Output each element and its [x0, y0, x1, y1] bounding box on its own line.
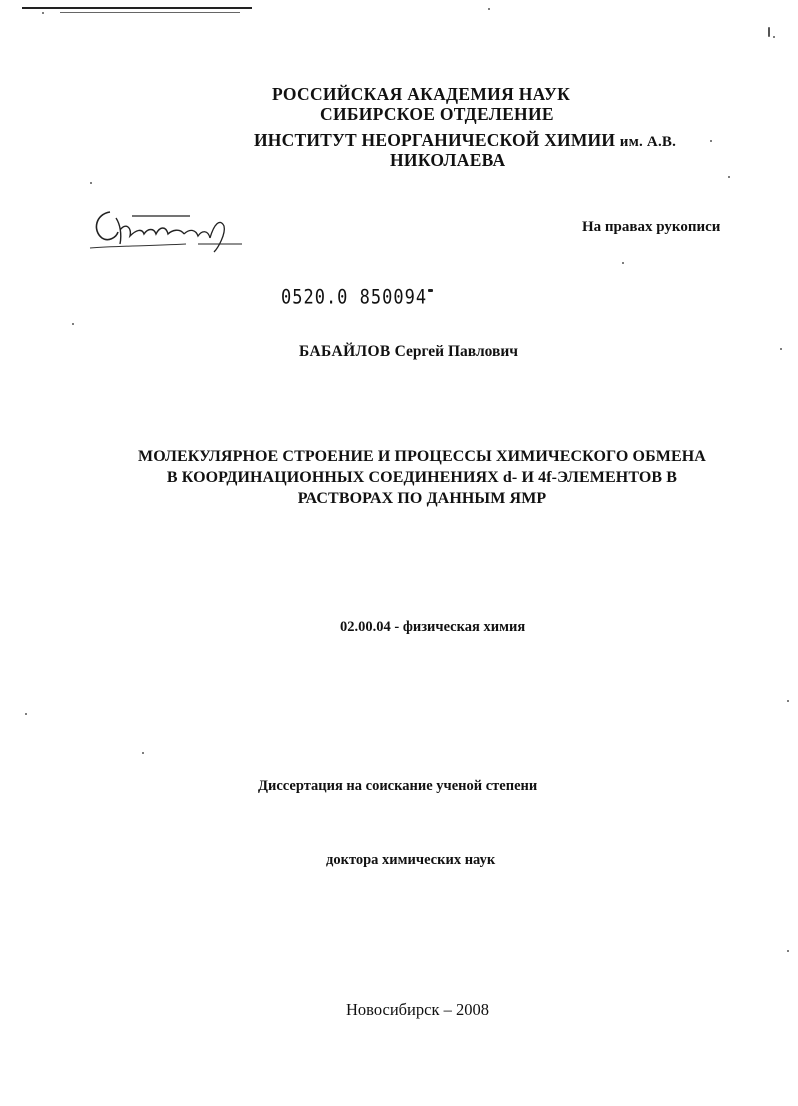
specialty-code: 02.00.04 - физическая химия [340, 619, 526, 635]
title-line-2: В КООРДИНАЦИОННЫХ СОЕДИНЕНИЯХ d- И 4f-ЭЛЕМЕНТОВ В [166, 469, 678, 486]
degree-name: доктора химических наук [326, 852, 496, 868]
author-given-names: Сергей Павлович [394, 343, 519, 360]
scan-speck [773, 36, 775, 38]
scan-speck [768, 27, 770, 37]
scan-speck [428, 289, 433, 292]
scan-speck [142, 752, 144, 754]
city-year: Новосибирск – 2008 [346, 1000, 489, 1019]
scan-speck [42, 12, 44, 14]
author-surname: БАБАЙЛОВ [299, 343, 391, 360]
scan-speck [728, 176, 730, 178]
institute-name-cont: НИКОЛАЕВА [390, 150, 506, 170]
scan-artifact-line [22, 7, 252, 9]
institute-name [254, 130, 676, 151]
scan-speck [780, 348, 782, 350]
scan-artifact-line-thin [60, 12, 240, 13]
institute-im: им. А.В. [619, 134, 677, 150]
scan-speck [72, 323, 74, 325]
branch-name: СИБИРСКОЕ ОТДЕЛЕНИЕ [320, 104, 554, 124]
scan-speck [25, 713, 27, 715]
rights-note: На правах рукописи [582, 219, 721, 235]
scan-speck [90, 182, 92, 184]
institute-main: ИНСТИТУТ НЕОРГАНИЧЕСКОЙ ХИМИИ [254, 130, 616, 150]
title-line-1: МОЛЕКУЛЯРНОЕ СТРОЕНИЕ И ПРОЦЕССЫ ХИМИЧЕСКОГО ОБМЕНА [138, 448, 706, 465]
scan-speck [787, 950, 789, 952]
author-name [299, 343, 518, 361]
dissertation-title [90, 446, 754, 509]
scan-speck [787, 700, 789, 702]
archive-number: 0520.0 850094 [281, 286, 428, 309]
dissertation-purpose: Диссертация на соискание ученой степени [258, 778, 538, 794]
academy-name: РОССИЙСКАЯ АКАДЕМИЯ НАУК [272, 84, 571, 104]
scan-speck [710, 140, 712, 142]
scan-speck [622, 262, 624, 264]
title-line-3: РАСТВОРАХ ПО ДАННЫМ ЯМР [297, 490, 547, 507]
signature-image [86, 204, 246, 260]
scan-speck [488, 8, 490, 10]
